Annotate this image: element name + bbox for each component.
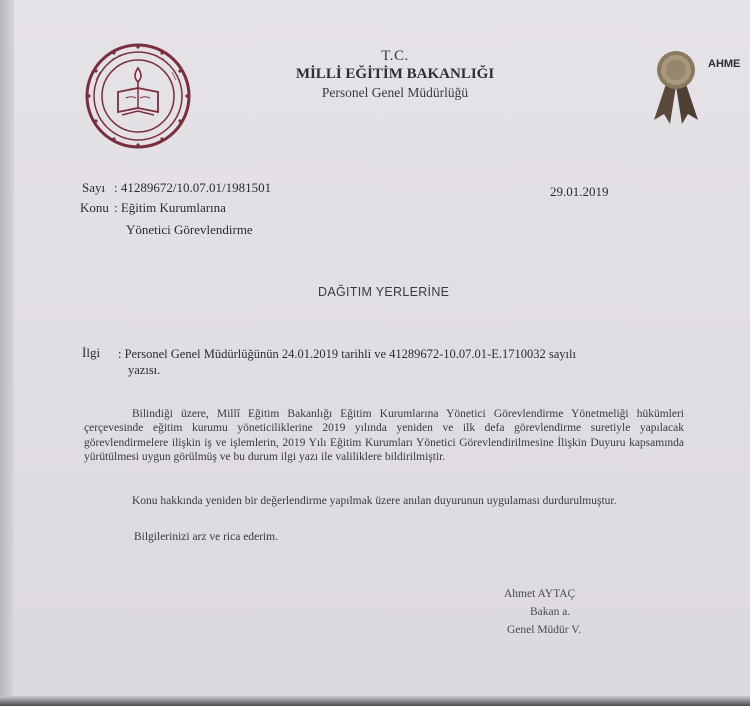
subject-value: : Eğitim Kurumlarına bbox=[114, 200, 226, 215]
ministry-emblem-logo bbox=[84, 42, 192, 150]
body-paragraph-1: Bilindiği üzere, Millî Eğitim Bakanlığı Eğitim Kurumlarına Yönetici Görevlendirme Yönetmeliği hükümleri çerçevesinde eğitim kurumu yöneticiliklerine 2019 yılında yeniden ve ilk defa görevlendirme suretiyle yapılacak görevlendirmelere ilişkin iş ve işlemlerin, 2019 Yılı Eğitim Kurumları Yönetici Görevlendirilmesine İlişkin Duyuru kapsamında yürütülmesi uygun görülmüş ve bu durum ilgi yazı ile valiliklere bildirilmiştir. bbox=[84, 408, 684, 464]
seal-icon bbox=[648, 48, 704, 128]
distribution-title: DAĞITIM YERLERİNE bbox=[318, 285, 450, 299]
subject-value-line2: Yönetici Görevlendirme bbox=[126, 222, 253, 237]
body-paragraph-3: Bilgilerinizi arz ve rica ederim. bbox=[134, 531, 279, 543]
document-date: 29.01.2019 bbox=[550, 184, 609, 199]
body-paragraph-2: Konu hakkında yeniden bir değerlendirme yapılmak üzere anılan duyurunun uygulaması durdurulmuştur. bbox=[132, 495, 617, 507]
ilgi-label: İlgi bbox=[82, 345, 101, 360]
monitor-frame-bottom bbox=[0, 696, 750, 706]
subject-label: Konu bbox=[80, 200, 109, 215]
number-value: : 41289672/10.07.01/1981501 bbox=[114, 180, 272, 195]
letterhead bbox=[250, 48, 540, 101]
letterhead-tc: T.C. bbox=[381, 48, 409, 64]
ilgi-text bbox=[118, 346, 688, 378]
signature-title-2: Genel Müdür V. bbox=[507, 624, 582, 636]
ilgi-text-line2: yazısı. bbox=[128, 363, 161, 377]
corner-name-text: AHME bbox=[708, 58, 741, 70]
number-label: Sayı bbox=[82, 180, 106, 195]
ilgi-text-line1: : Personel Genel Müdürlüğünün 24.01.2019 tarihli ve 41289672-10.07.01-E.1710032 sayılı bbox=[118, 347, 576, 361]
signature-name: Ahmet AYTAÇ bbox=[504, 588, 576, 600]
signature-title-1: Bakan a. bbox=[530, 606, 571, 618]
monitor-frame-left bbox=[0, 0, 14, 706]
letterhead-ministry: MİLLİ EĞİTİM BAKANLIĞI bbox=[295, 66, 495, 82]
letterhead-department: Personel Genel Müdürlüğü bbox=[321, 85, 469, 100]
